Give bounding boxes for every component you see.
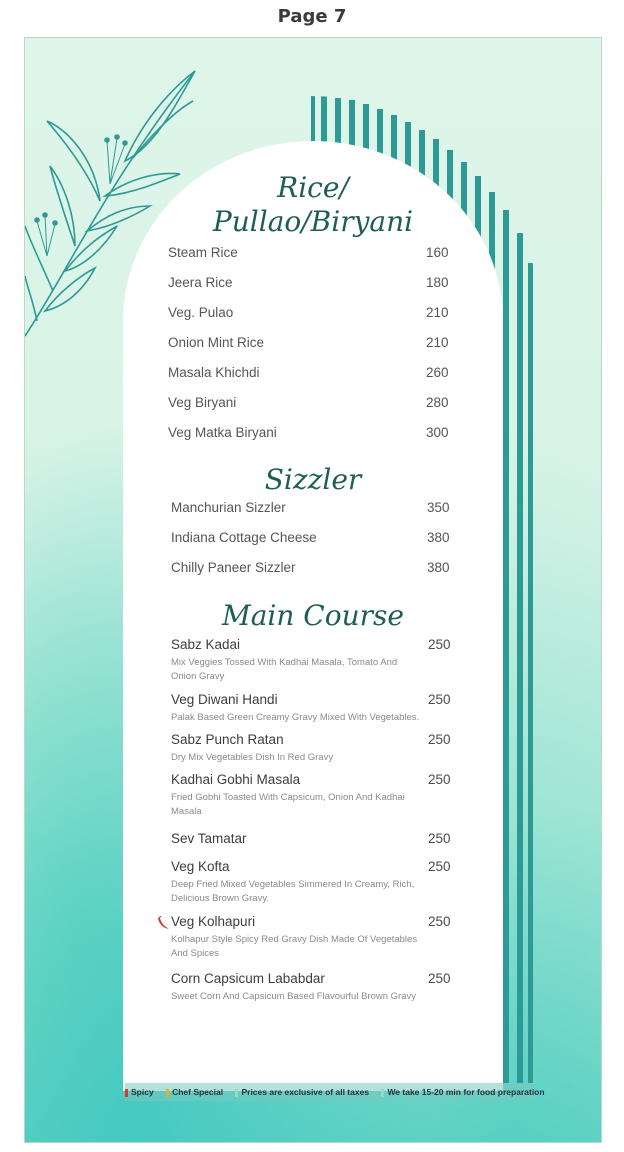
section-title-main-course: Main Course xyxy=(222,599,404,632)
item-description: Sweet Corn And Capsicum Based Flavourful Brown Gravy xyxy=(171,991,416,1002)
note-taxes-label: Prices are exclusive of all taxes xyxy=(241,1087,370,1097)
item-price: 250 xyxy=(428,692,451,707)
item-price: 260 xyxy=(426,365,449,380)
chef-hat-legend-icon xyxy=(166,1089,169,1097)
item-description: Palak Based Green Creamy Gravy Mixed With Vegetables. xyxy=(171,712,420,723)
item-name: Indiana Cottage Cheese xyxy=(171,530,317,545)
item-price: 210 xyxy=(426,335,449,350)
item-price: 300 xyxy=(426,425,449,440)
item-name: Veg Kolhapuri xyxy=(171,914,256,929)
item-name: Veg Matka Biryani xyxy=(168,425,277,440)
page-label: Page 7 xyxy=(277,6,347,27)
item-description: Kolhapur Style Spicy Red Gravy Dish Made Of Vegetables And Spices xyxy=(171,934,418,959)
item-price: 250 xyxy=(428,732,451,747)
note-prep-time xyxy=(381,1087,544,1097)
note-prep-time-label: We take 15-20 min for food preparation xyxy=(387,1087,545,1097)
item-description: Fried Gobhi Toasted With Capsicum, Onion And Kadhai Masala xyxy=(171,792,405,817)
bullet-icon xyxy=(235,1089,238,1097)
item-name: Veg. Pulao xyxy=(168,305,234,320)
item-price: 350 xyxy=(427,500,450,515)
section-title-rice-line1: Rice/ xyxy=(277,171,349,204)
legend-spicy xyxy=(125,1087,154,1097)
item-name: Manchurian Sizzler xyxy=(171,500,286,515)
chili-spicy-icon xyxy=(156,916,170,930)
section-title-sizzler: Sizzler xyxy=(264,463,362,496)
item-price: 180 xyxy=(426,275,449,290)
item-name: Kadhai Gobhi Masala xyxy=(171,772,301,787)
menu-arch-panel xyxy=(123,141,503,1091)
item-name: Jeera Rice xyxy=(168,275,233,290)
section-title-rice-line2: Pullao/Biryani xyxy=(212,205,414,238)
item-price: 250 xyxy=(428,971,451,986)
legend-spicy-label: Spicy xyxy=(131,1087,154,1097)
item-name: Veg Biryani xyxy=(168,395,237,410)
item-name: Steam Rice xyxy=(168,245,238,260)
menu-page xyxy=(24,37,602,1143)
item-price: 280 xyxy=(426,395,449,410)
item-name: Corn Capsicum Lababdar xyxy=(171,971,325,986)
item-price: 250 xyxy=(428,637,451,652)
legend-chef-special-label: Chef Special xyxy=(172,1087,224,1097)
item-name: Sev Tamatar xyxy=(171,831,247,846)
footer-legend xyxy=(125,1083,545,1101)
item-price: 380 xyxy=(427,530,450,545)
chili-legend-icon xyxy=(125,1089,128,1097)
item-name: Veg Diwani Handi xyxy=(171,692,278,707)
item-price: 250 xyxy=(428,772,451,787)
item-price: 250 xyxy=(428,831,451,846)
note-taxes xyxy=(235,1087,369,1097)
bullet-icon xyxy=(381,1089,384,1097)
item-price: 250 xyxy=(428,859,451,874)
item-description: Mix Veggies Tossed With Kadhai Masala, Tomato And Onion Gravy xyxy=(171,657,398,682)
item-description: Deep Fried Mixed Vegetables Simmered In Creamy, Rich, Delicious Brown Gravy. xyxy=(171,879,415,904)
item-price: 250 xyxy=(428,914,451,929)
item-name: Sabz Punch Ratan xyxy=(171,732,284,747)
item-name: Veg Kofta xyxy=(171,859,230,874)
item-price: 210 xyxy=(426,305,449,320)
item-name: Chilly Paneer Sizzler xyxy=(171,560,296,575)
item-description: Dry Mix Vegetables Dish In Red Gravy xyxy=(171,752,334,763)
legend-chef-special xyxy=(166,1087,223,1097)
item-price: 380 xyxy=(427,560,450,575)
item-price: 160 xyxy=(426,245,449,260)
item-name: Masala Khichdi xyxy=(168,365,260,380)
item-name: Sabz Kadai xyxy=(171,637,241,652)
item-name: Onion Mint Rice xyxy=(168,335,265,350)
